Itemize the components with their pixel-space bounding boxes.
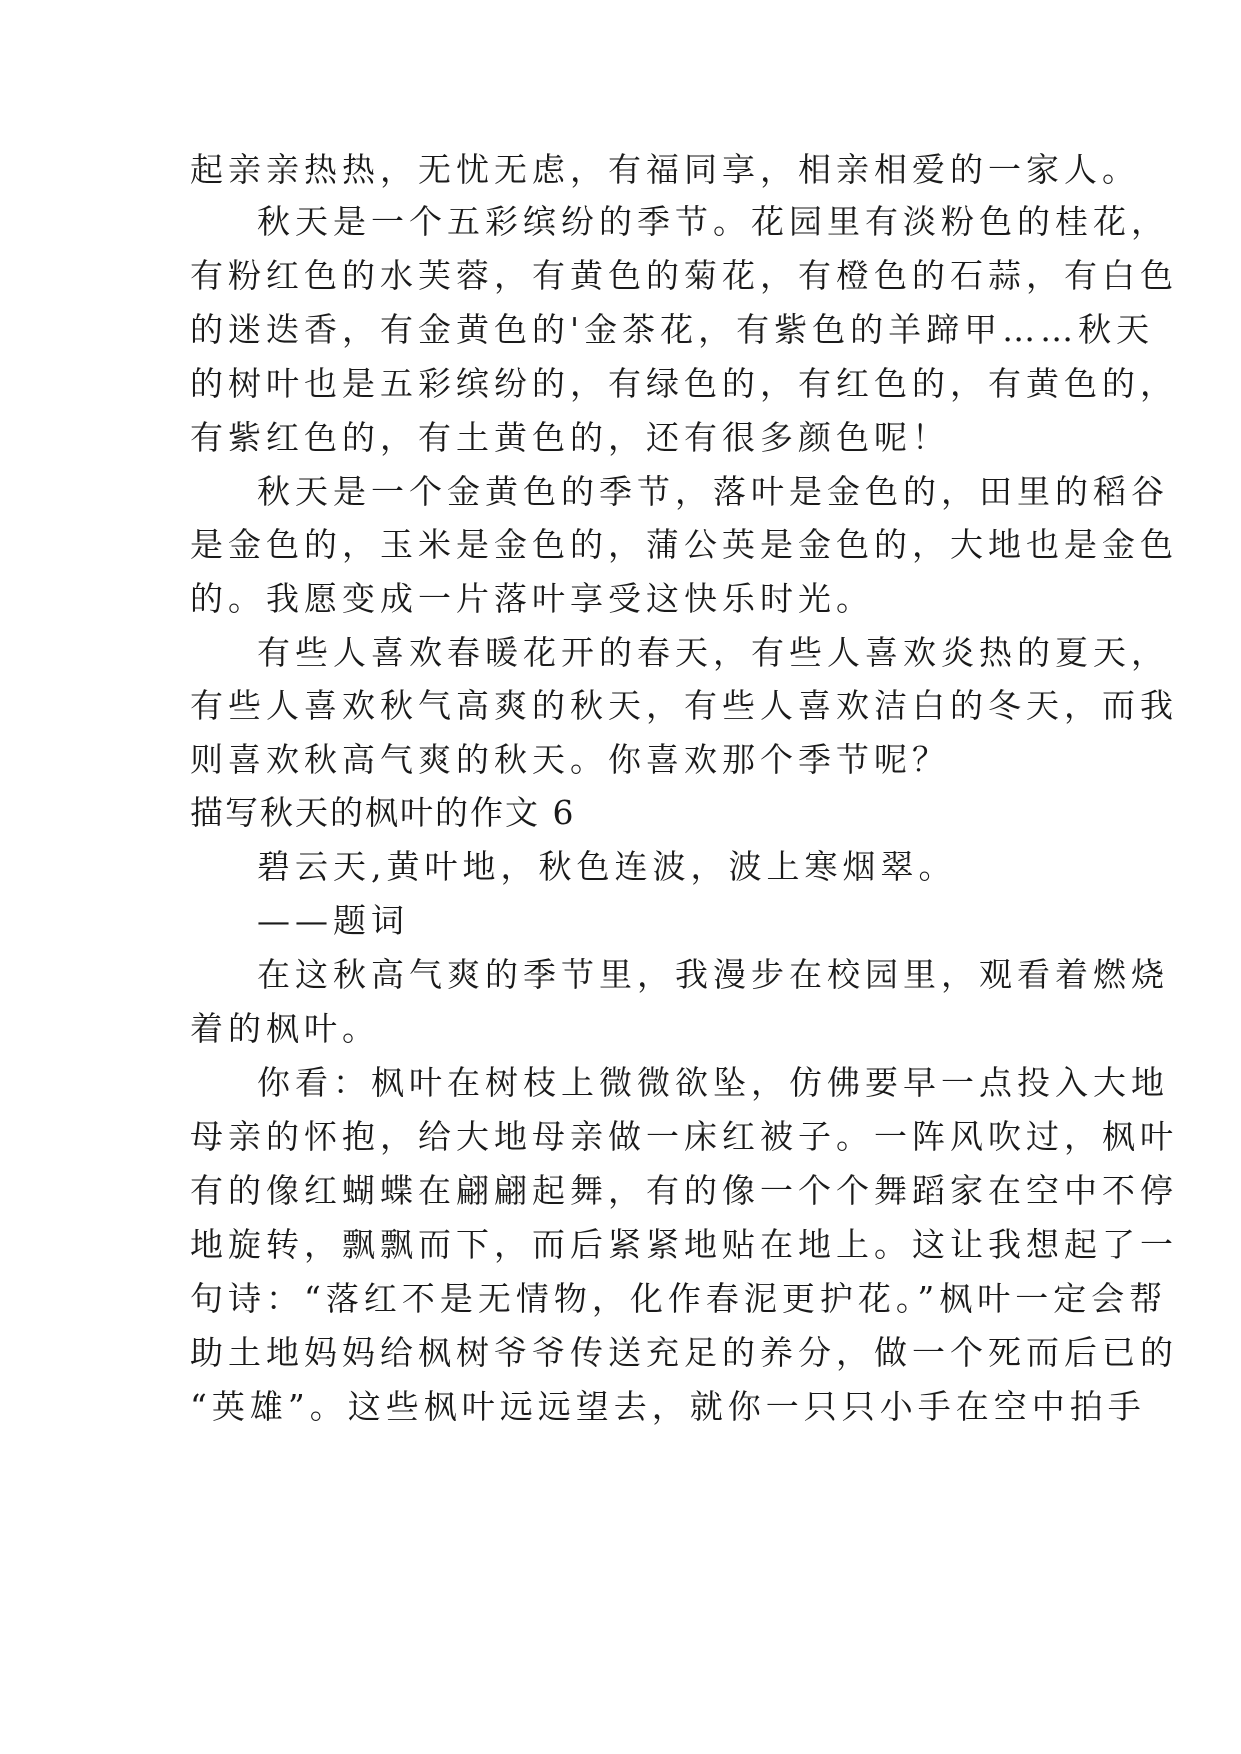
paragraph-line: 碧云天,黄叶地，秋色连波，波上寒烟翠。: [257, 847, 957, 886]
paragraph-line: 起亲亲热热，无忧无虑，有福同享，相亲相爱的一家人。: [190, 150, 1140, 189]
paragraph-line: 是金色的，玉米是金色的，蒲公英是金色的，大地也是金色: [190, 525, 1178, 564]
section-heading: 描写秋天的枫叶的作文 6: [190, 793, 576, 832]
paragraph-line: 的。我愿变成一片落叶享受这快乐时光。: [190, 579, 874, 618]
paragraph-line: 秋天是一个五彩缤纷的季节。花园里有淡粉色的桂花，: [257, 202, 1169, 241]
paragraph-line: 秋天是一个金黄色的季节，落叶是金色的，田里的稻谷: [257, 472, 1169, 511]
paragraph-line: 地旋转，飘飘而下，而后紧紧地贴在地上。这让我想起了一: [190, 1225, 1178, 1264]
paragraph-line: 在这秋高气爽的季节里，我漫步在校园里，观看着燃烧: [257, 955, 1169, 994]
paragraph-line: ——题词: [257, 901, 409, 940]
paragraph-line: 母亲的怀抱，给大地母亲做一床红被子。一阵风吹过，枫叶: [190, 1117, 1178, 1156]
paragraph-line: 句诗：“落红不是无情物，化作春泥更护花。”枫叶一定会帮: [190, 1279, 1168, 1318]
paragraph-line: 你看：枫叶在树枝上微微欲坠，仿佛要早一点投入大地: [257, 1063, 1169, 1102]
paragraph-line: 的树叶也是五彩缤纷的，有绿色的，有红色的，有黄色的，: [190, 364, 1178, 403]
paragraph-line: 助土地妈妈给枫树爷爷传送充足的养分，做一个死而后已的: [190, 1333, 1178, 1372]
paragraph-line: 着的枫叶。: [190, 1009, 380, 1048]
paragraph-line: 有粉红色的水芙蓉，有黄色的菊花，有橙色的石蒜，有白色: [190, 256, 1178, 295]
paragraph-line: 有的像红蝴蝶在翩翩起舞，有的像一个个舞蹈家在空中不停: [190, 1171, 1178, 1210]
paragraph-line: 有些人喜欢春暖花开的春天，有些人喜欢炎热的夏天，: [257, 633, 1169, 672]
paragraph-line: 的迷迭香，有金黄色的'金茶花，有紫色的羊蹄甲……秋天: [190, 310, 1155, 349]
paragraph-line: 有紫红色的，有土黄色的，还有很多颜色呢！: [190, 418, 950, 457]
paragraph-line: 有些人喜欢秋气高爽的秋天，有些人喜欢洁白的冬天，而我: [190, 686, 1178, 725]
paragraph-line: 则喜欢秋高气爽的秋天。你喜欢那个季节呢？: [190, 740, 950, 779]
paragraph-line: “英雄”。这些枫叶远远望去，就你一只只小手在空中拍手: [190, 1387, 1146, 1426]
